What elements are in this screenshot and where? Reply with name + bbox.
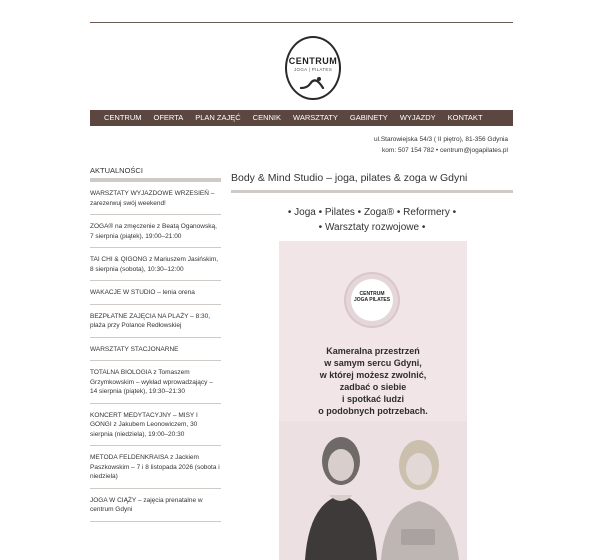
title-rule [231, 190, 513, 193]
news-item[interactable]: WARSZTATY WYJAZDOWE WRZESIEŃ – zarezerwuj swój weekend! [90, 182, 221, 215]
hero-message-line: w której możesz zwolnić, [319, 370, 427, 380]
instructors-photo [279, 421, 467, 560]
news-item[interactable]: JOGA W CIĄŻY – zajęcia prenatalne w centrum Gdyni [90, 489, 221, 522]
hero-message-line: zadbać o siebie [339, 382, 407, 392]
news-item[interactable]: KONCERT MEDYTACYJNY – MISY I GONGI z Jakubem Leonowiczem, 30 sierpnia (niedziela), 19:00–20:30 [90, 404, 221, 447]
tagline-line-1: • Joga • Pilates • Zoga® • Reformery • [287, 207, 457, 218]
news-item[interactable]: TOTALNA BIOLOGIA z Tomaszem Grzymkowskim – wykład wprowadzający – 14 sierpnia (piątek), 19:30–21:30 [90, 361, 221, 404]
yoga-figure-icon [299, 75, 327, 89]
hero-logo-name: CENTRUM [359, 291, 385, 297]
nav-item-warsztaty[interactable]: WARSZTATY [293, 113, 338, 122]
news-item[interactable]: BEZPŁATNE ZAJĘCIA NA PLAŻY – 8:30, plaża przy Polance Redłowskiej [90, 305, 221, 338]
hero-logo [351, 279, 393, 321]
news-item[interactable]: WAKACJE W STUDIO – lenia orena [90, 281, 221, 305]
hero-message [279, 345, 467, 417]
news-heading: AKTUALNOŚCI [90, 162, 221, 182]
logo-name: CENTRUM [288, 56, 338, 66]
hero-banner [279, 241, 467, 560]
contact-address: ul.Starowiejska 54/3 ( II piętro), 81-356 Gdynia [373, 136, 508, 143]
logo-subtitle: JOGA | PILATES [293, 67, 333, 72]
nav-item-cennik[interactable]: CENNIK [252, 113, 282, 122]
news-list [90, 182, 221, 522]
nav-item-gabinety[interactable]: GABINETY [349, 113, 388, 122]
site-logo[interactable] [285, 36, 341, 100]
news-item[interactable]: ZOGA® na zmęczenie z Beatą Oganowską, 7 sierpnia (piątek), 19:00–21:00 [90, 215, 221, 248]
hero-message-line: o podobnych potrzebach. [318, 406, 428, 416]
news-item[interactable]: METODA FELDENKRAISA z Jackiem Paszkowskim – 7 i 8 listopada 2026 (sobota i niedziela) [90, 446, 221, 489]
hero-message-line: i spotkać ludzi [341, 394, 404, 404]
tagline [231, 205, 513, 235]
nav-item-centrum[interactable]: CENTRUM [104, 113, 142, 122]
contact-phone-email[interactable]: kom: 507 154 782 • centrum@jogapilates.pl [382, 147, 508, 154]
nav-item-oferta[interactable]: OFERTA [153, 113, 184, 122]
hero-message-line: w samym sercu Gdyni, [324, 358, 422, 368]
contact-info [374, 134, 508, 156]
nav-item-kontakt[interactable]: KONTAKT [447, 113, 483, 122]
page-title: Body & Mind Studio – joga, pilates & zoga w Gdyni [231, 172, 468, 184]
tagline-line-2: • Warsztaty rozwojowe • [318, 222, 426, 233]
nav-item-wyjazdy[interactable]: WYJAZDY [399, 113, 436, 122]
news-item[interactable]: WARSZTATY STACJONARNE [90, 338, 221, 362]
hero-logo-sub: JOGA PILATES [353, 297, 391, 303]
main-nav [90, 110, 513, 126]
news-item[interactable]: TAI CHI & QIGONG z Mariuszem Jasińskim, 8 sierpnia (sobota), 10:30–12:00 [90, 248, 221, 281]
hero-logo-text [351, 291, 393, 303]
news-sidebar [90, 162, 221, 522]
top-divider [90, 22, 513, 23]
nav-item-plan-zajec[interactable]: PLAN ZAJĘĆ [195, 113, 241, 122]
hero-message-line: Kameralna przestrzeń [326, 346, 420, 356]
